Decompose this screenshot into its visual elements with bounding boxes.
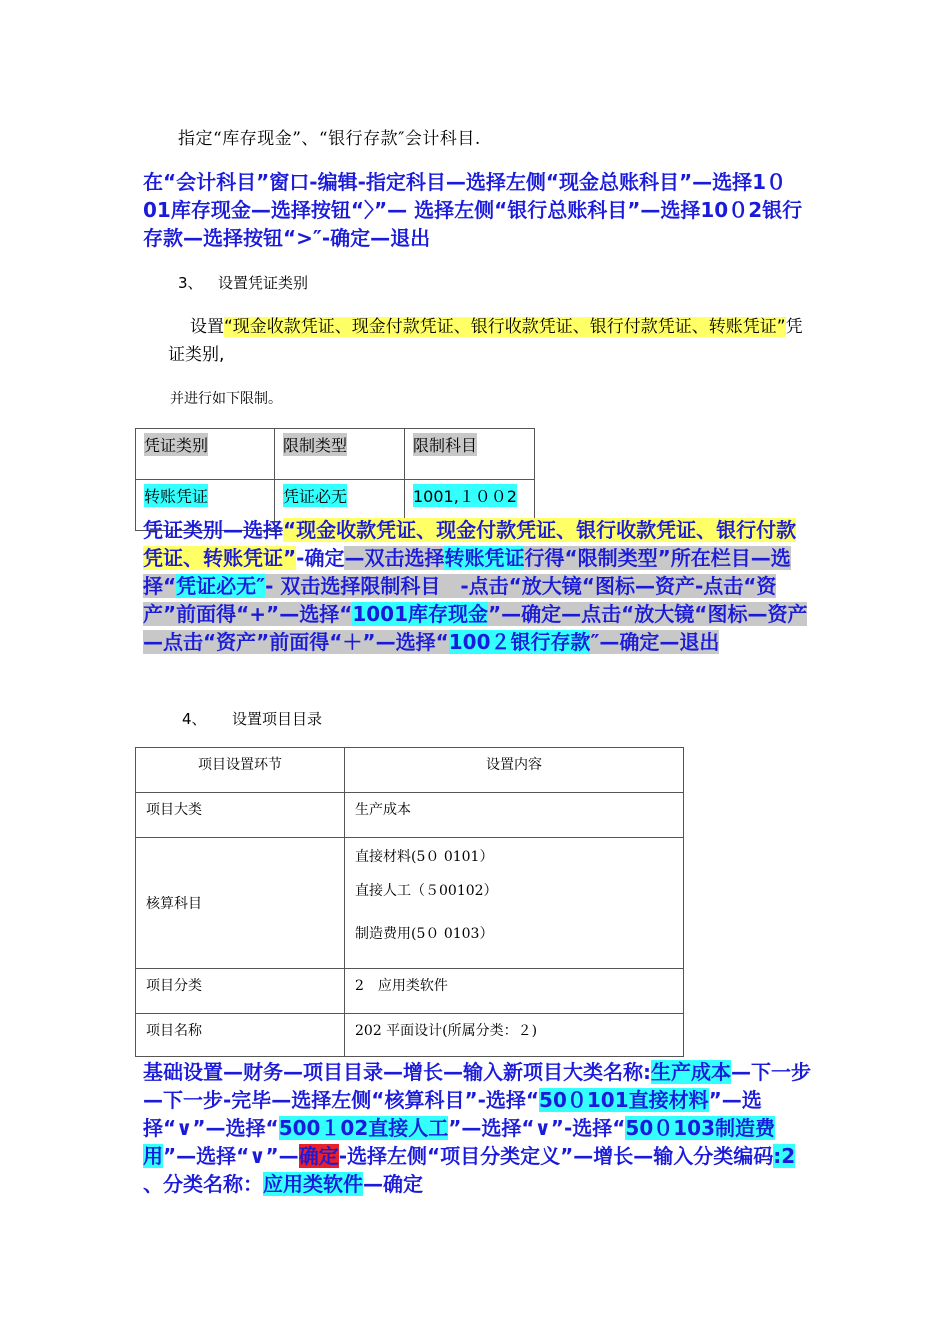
table-header-cell: 设置内容 <box>345 748 684 793</box>
table-cell-label: 项目大类 <box>136 793 345 838</box>
table-header-cell: 限制类型 <box>275 429 405 480</box>
table-cell-label: 项目名称 <box>136 1014 345 1057</box>
table-cell-value: 生产成本 <box>345 793 684 838</box>
table-row <box>136 969 684 1014</box>
section-title: 设置项目目录 <box>232 710 323 728</box>
table-cell-value: 202 平面设计(所属分类：２) <box>345 1014 684 1057</box>
table-row <box>136 838 684 969</box>
table-header-cell: 限制科目 <box>405 429 535 480</box>
table-cell-value: 直接材料(5０ 0101） 直接人工（５00102） 制造费用(5０ 0103） <box>345 838 684 969</box>
setup-highlight: “现金收款凭证、现金付款凭证、银行收款凭证、银行付款凭证、转账凭证” <box>224 317 786 337</box>
section-4-heading <box>182 708 322 729</box>
table-row <box>136 793 684 838</box>
setup-prefix: 设置 <box>190 317 224 337</box>
section-number: 4、 <box>182 710 207 728</box>
table-cell: 1001,１００2 <box>405 480 535 531</box>
table-cell-value: 2 应用类软件 <box>345 969 684 1014</box>
table-header-row <box>136 429 535 480</box>
steps-paragraph-1: 在“会计科目”窗口-编辑-指定科目—选择左侧“现金总账科目”—选择1０01库存现金—选择按钮“〉”— 选择左侧“银行总账科目”—选择10０2银行存款—选择按钮“>″-确定—退出 <box>143 170 803 250</box>
setup-suffix: 凭证类别, <box>168 317 803 365</box>
restriction-note: 并进行如下限制。 <box>170 391 282 407</box>
section-title: 设置凭证类别 <box>218 274 309 292</box>
table-cell-label: 核算科目 <box>136 838 345 969</box>
section-number: 3、 <box>178 274 203 292</box>
table-header-cell: 凭证类别 <box>136 429 275 480</box>
steps-paragraph-2: 凭证类别—选择“现金收款凭证、现金付款凭证、银行收款凭证、银行付款凭证、转账凭证”-确定—双击选择转账凭证行得“限制类型”所在栏目—选择“凭证必无″- 双击选择限制科目 -点击“放大镜“图标—资产-点击“资产”前面得“+”—选择“1001库存现金”—确定—点击“放大镜“图标—资产—点击“资产”前面得“＋”—选择“100２银行存款″—确定—退出 <box>143 518 808 654</box>
table-cell-label: 项目分类 <box>136 969 345 1014</box>
table-row <box>136 1014 684 1057</box>
table-header-row <box>136 748 684 793</box>
instruction-line: 指定“库存现金”、“银行存款″会计科目. <box>178 129 481 149</box>
section-3-heading <box>178 272 308 293</box>
project-catalog-table <box>135 747 684 1057</box>
table-header-cell: 项目设置环节 <box>136 748 345 793</box>
table-cell: 转账凭证 <box>136 480 275 531</box>
setup-paragraph <box>168 313 818 369</box>
table-cell: 凭证必无 <box>275 480 405 531</box>
steps-paragraph-3: 基础设置—财务—项目目录—增长—输入新项目大类名称:生产成本—下一步—下一步-完毕—选择左侧“核算科目”-选择“50０101直接材料”—选择“∨”—选择“500１02直接人工”—选择“∨”-选择“50０103制造费用”—选择“∨”—确定-选择左侧“项目分类定义”—增长—输入分类编码:2 、分类名称：应用类软件—确定 <box>143 1060 811 1196</box>
